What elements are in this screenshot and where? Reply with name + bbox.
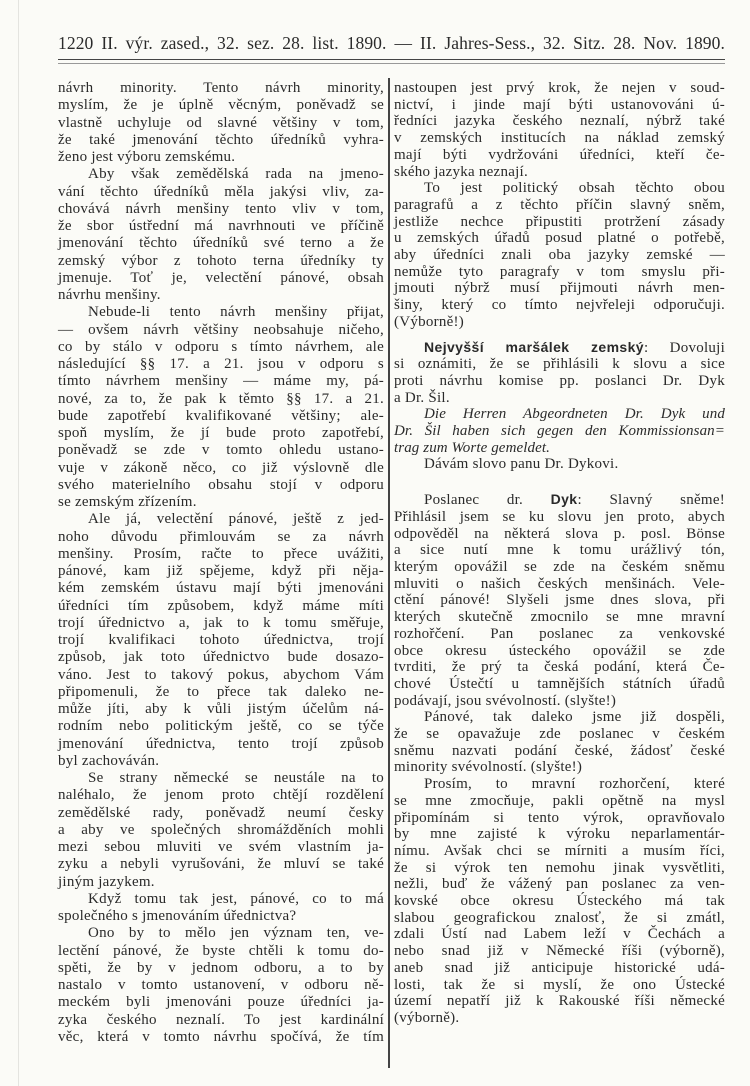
text-line: se zemským zřízením.	[58, 494, 197, 510]
text-line: nímu. Avšak chci se mírniti a musím říci,	[394, 842, 725, 859]
text-line: myslím, že je úplně věcným, poněvadž se	[58, 97, 384, 114]
text-line: byl zachováván.	[58, 752, 160, 769]
text-line: jiným jazykem.	[58, 873, 155, 890]
text-line: Se strany německé se neustále na to	[88, 770, 384, 786]
text-line: nastalo v tomto ustanovení, v odboru ně-	[58, 977, 384, 993]
speaker-title: Poslanec dr.	[424, 492, 551, 509]
text-line: mají býti vydržováni úředníci, kteří če-	[394, 146, 725, 163]
text-line: jmouti nýbrž musí přijmouti návrh men-	[394, 280, 725, 297]
right-column	[394, 80, 725, 1027]
header-rule-thin	[58, 63, 725, 64]
text-line: Když tomu tak jest, pánové, co to má	[88, 890, 384, 907]
text-line: jmenování těchto úředníků své terno a že	[58, 235, 384, 252]
text-line: a aby ve společných shromážděních mohli	[58, 821, 384, 838]
text-line: Přihlásil jsem se ku slovu jen proto, abych	[394, 508, 725, 525]
text-line: Dr. Šil haben sich gegen den Kommissionsan=	[394, 423, 725, 440]
text-line: Ale já, velectění pánové, ještě z jed-	[88, 511, 384, 528]
text-line: chové Ústečtí u tamnějších státních úřadů	[394, 675, 725, 692]
paragraph	[58, 166, 384, 304]
scan-edge	[18, 0, 19, 1086]
text-line: společného s jmenováním úřednictva?	[58, 908, 297, 924]
text-line: nebo snad již v Německé říši (výborně),	[394, 943, 725, 960]
text-line: losti, tak že si myslí, že ono Ústecké	[394, 976, 725, 993]
text-line: že sbor ústřední má navrhnouti ve příčině	[58, 218, 384, 234]
text-line: ského jazyka neznají.	[394, 163, 528, 180]
text-line: připomenuli, že to přece tak daleko ne-	[58, 683, 384, 700]
speech-paragraph	[394, 491, 725, 709]
text-line: kovské obce okresu Ústeckého má tak	[394, 893, 725, 910]
text-line: ctění pánové! Slyšeli jsme dnes slova, při	[394, 592, 725, 609]
text-line: nemůže tyto paragrafy v tom smyslu při-	[394, 263, 725, 280]
text-line: vlastně uchyluje od slavné většiny v tom,	[58, 114, 384, 131]
text-line: aby úředníci znali oba jazyky zemské —	[394, 247, 725, 264]
paragraph	[58, 891, 384, 926]
text-line: by mne zajisté k výroku neparlamentár-	[394, 826, 725, 843]
text-line: následující §§ 17. a 21. jsou v odporu s	[58, 356, 384, 372]
text-line: nežli, buď že vážený pan poslanec za ven-	[394, 876, 725, 893]
text-line: Pánové, tak daleko jsme již dospěli,	[424, 709, 725, 726]
text-line: nové, za to, že pak k těmto §§ 17. a 21.	[58, 390, 384, 407]
text-line: chovává návrh menšiny tento vliv v tom,	[58, 200, 384, 217]
text-line: jestliže nechce připustiti protržení zásady	[394, 213, 725, 230]
text-line: pánové, kam již spějeme, když při něja-	[58, 563, 384, 579]
paragraph	[394, 180, 725, 330]
text-line: aneb snad již anticipuje historické udá-	[394, 959, 725, 976]
text-line: tímto návrhem menšiny — máme my, pá-	[58, 373, 384, 390]
text-line: rodním nebo politickým ještě, co se týče	[58, 718, 384, 735]
text-line: sněmu nazvati podání české, žádosť české	[394, 742, 725, 759]
text-line: návrhu menšiny.	[58, 287, 161, 303]
text-line: že také jmenování těchto úředníků vyhra-	[58, 131, 384, 148]
text-line: jmenování úřednictva, tento trojí způsob	[58, 735, 384, 752]
text-line: se mne zmocňuje, pakli opětně na mysl	[394, 792, 725, 809]
text-line: menšiny. Prosím, račte to přece uvážiti,	[58, 545, 384, 562]
text-line: spoň myslím, že jí bude proto zapotřebí,	[58, 425, 384, 441]
text-line: (Výborně!)	[394, 313, 464, 330]
text-line: To jest politický obsah těchto obou	[424, 180, 725, 197]
text-line: noho důvodu přimlouvám se za návrh	[58, 528, 384, 545]
text-line: Die Herren Abgeordneten Dr. Dyk und	[424, 406, 725, 423]
speech-paragraph	[394, 339, 725, 407]
text-line: nictví, i jinde mají býti ustanovováni ú-	[394, 96, 725, 113]
text-line: lectění pánové, že byste chtěli k tomu do-	[58, 942, 384, 959]
text-line: meckém byli jmenováni pouze úředníci ja-	[58, 994, 384, 1011]
text-line: váno. Jest to takový pokus, abychom Vám	[58, 666, 384, 683]
text-line: Dávám slovo panu Dr. Dykovi.	[424, 456, 619, 473]
text-line: Ono by to mělo jen význam ten, ve-	[88, 925, 384, 942]
text-line: zemědělské rady, poněvadž neumí česky	[58, 804, 384, 821]
text-line: u zemských úřadů posud platné o potřebě,	[394, 230, 725, 247]
text-line: území nepatří již k Rakouské říši německé	[394, 993, 725, 1010]
text-line: ženo jest výboru zemskému.	[58, 149, 236, 165]
text-line: a Dr. Šil.	[394, 389, 450, 406]
text-line	[394, 491, 725, 509]
text-line: co by stálo v odporu s tímto návrhem, ale	[58, 338, 384, 355]
text-line: si oznámiti, že se přihlásili k slovu a sice	[394, 356, 725, 373]
text-line: připomínám si tento výrok, opravňovalo	[394, 809, 725, 826]
text-line: kterých skutečně zmocnilo se mne mravní	[394, 609, 725, 626]
text-line: a sice nutí mne k tomu urážlivý tón,	[394, 542, 725, 559]
text-line: šiny, který co tímto nejvřeleji odporučuji.	[394, 297, 725, 314]
text-line: — ovšem návrh většiny neobsahuje ničeho,	[58, 321, 384, 338]
speech-text: : Dovoluji	[644, 339, 725, 356]
text-line: trojí úřednictvo a, jak to k tomu směřuje,	[58, 614, 384, 631]
paragraph	[394, 709, 725, 776]
paragraph	[58, 925, 384, 1046]
text-line: odpověděl na některá slova p. posl. Bönse	[394, 525, 725, 542]
text-line: návrh minority. Tento návrh minority,	[58, 80, 384, 96]
text-line: může jíti, aby k vůli jistým účelům ná-	[58, 701, 384, 717]
paragraph	[394, 776, 725, 1027]
text-line: kém zemském ústavu mají býti jmenováni	[58, 580, 384, 597]
text-line: minority svévolností. (slyšte!)	[394, 759, 583, 776]
text-line: mluviti o našich českých menšinách. Vele-	[394, 575, 725, 592]
paragraph	[394, 80, 725, 180]
text-line: nastoupen jest prvý krok, že nejen v soud-	[394, 80, 725, 96]
text-line: trag zum Worte gemeldet.	[394, 439, 550, 456]
text-line: že si výrok ten nemohu jinak vysvětliti,	[394, 859, 725, 876]
text-line: slabou geografickou znalosť, že si zmátl,	[394, 909, 725, 926]
text-line: zdali Ústí nad Labem leží v Čechách a	[394, 926, 725, 943]
text-line: rozhořčení. Pan poslanec za venkovské	[394, 625, 725, 642]
text-line: Aby však zemědělská rada na jmeno-	[88, 166, 384, 183]
page-header: 1220 II. výr. zased., 32. sez. 28. list. 1890. — II. Jahres-Sess., 32. Sitz. 28. Nov. 1890.	[58, 33, 725, 53]
text-line: bude zapotřebí kvalifikované většiny; ale-	[58, 407, 384, 424]
text-line: tvrditi, že prý ta česká podání, která Če-	[394, 659, 725, 676]
text-line	[394, 339, 725, 357]
text-line: trojí kvalifikaci tohoto úřednictva, trojí	[58, 632, 384, 648]
text-line: zyku a nebyli vyrušováni, že mluví se také	[58, 856, 384, 873]
text-line: věc, která v tomto návrhu spočívá, že tím	[58, 1028, 384, 1045]
text-line: v zemských institucích na náklad zemský	[394, 130, 725, 147]
text-line: proti návrhu komise pp. poslanci Dr. Dyk	[394, 372, 725, 389]
text-line: Nebude-li tento návrh menšiny přijat,	[88, 304, 384, 321]
column-divider	[388, 78, 390, 1068]
text-line: poněvadž se zde v tomto ohledu ustano-	[58, 442, 384, 459]
text-line: podávají, jsou svévolností. (slyšte!)	[394, 692, 617, 709]
text-line: zemský výbor z tohoto terna úředníky ty	[58, 252, 384, 269]
speaker-name: Nejvyšší maršálek zemský	[424, 338, 644, 355]
text-line: naléhalo, že jenom proto chtějí rozdělení	[58, 787, 384, 804]
header-rule	[58, 59, 725, 60]
text-line: obce okresu ústeckého opovážil se zde	[394, 642, 725, 659]
text-line: vání těchto úředníků měla jakýsi vliv, za-	[58, 183, 384, 200]
paragraph	[58, 511, 384, 770]
text-line: že se opavažuje zde poslanec v českém	[394, 726, 725, 743]
text-line: mezi sebou mluviti ve svém vlastním ja-	[58, 839, 384, 855]
paragraph	[58, 80, 384, 166]
speech-text: : Slavný sněme!	[577, 492, 725, 509]
paragraph	[58, 770, 384, 891]
speaker-name: Dyk	[550, 491, 578, 508]
text-line: vuje v zákoně něco, co již výslovně dle	[58, 459, 384, 476]
text-line: kterým opovážil se zde na českém sněmu	[394, 558, 725, 575]
text-line: zyka českého neznalí. To jest kardinální	[58, 1011, 384, 1028]
left-column	[58, 80, 384, 1046]
paragraph	[394, 406, 725, 456]
text-line: ředníci jazyka českého neznalí, nýbrž také	[394, 113, 725, 130]
text-line: jmenuje. Toť je, velectění pánové, obsah	[58, 269, 384, 286]
text-line: svého materielního obsahu stojí v odporu	[58, 476, 384, 493]
paragraph	[394, 456, 725, 473]
text-line: Prosím, to mravní rozhorčení, které	[424, 776, 725, 793]
text-line: (výborně).	[394, 1009, 460, 1026]
text-line: způsob, jak toto úřednictvo bude dosazo-	[58, 649, 384, 666]
paragraph	[58, 304, 384, 511]
text-line: paragrafů a z těchto příčin slavný sněm,	[394, 196, 725, 213]
text-line: spěti, že by v jednom odboru, a to by	[58, 959, 384, 976]
text-line: úředníci tím způsobem, když máme míti	[58, 597, 384, 614]
